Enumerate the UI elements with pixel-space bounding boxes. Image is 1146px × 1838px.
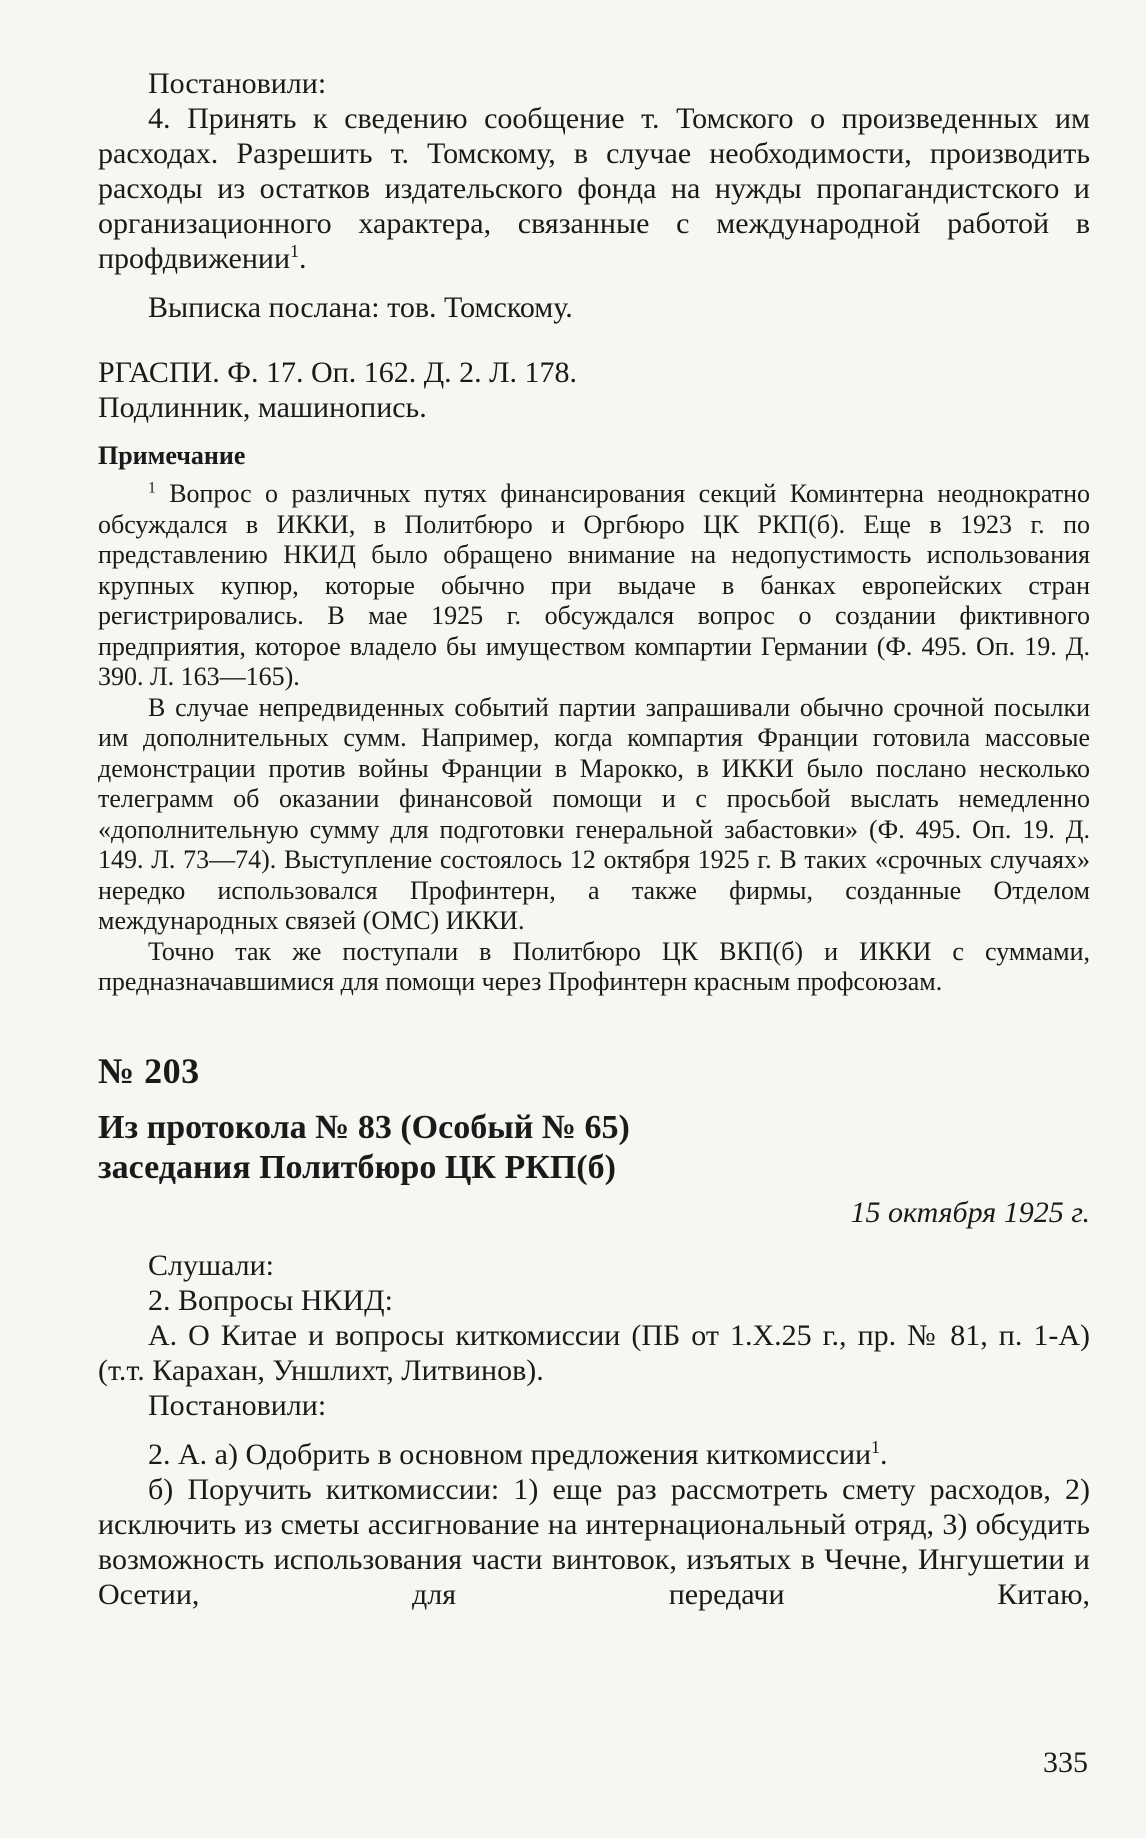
page-number: 335 bbox=[1043, 1746, 1088, 1779]
extract-sent: Выписка послана: тов. Томскому. bbox=[148, 291, 573, 324]
resolution-b: б) Поручить киткомиссии: 1) еще раз рассмотреть смету расходов, 2) исключить из сметы ассигнование на интернациональный отряд, 3) обсудить возможность использования части винтовок, изъятых в Чечне, Ингушетии и Осетии, для передачи Китаю, bbox=[98, 1472, 1090, 1611]
document-title-line-2: заседания Политбюро ЦК РКП(б) bbox=[98, 1148, 616, 1186]
resolved-label-2: Постановили: bbox=[148, 1388, 327, 1422]
archive-ref: РГАСПИ. Ф. 17. Оп. 162. Д. 2. Л. 178. bbox=[98, 356, 578, 389]
note-marker: 1 bbox=[148, 479, 156, 497]
item-4 bbox=[98, 101, 1090, 276]
note-para-1-text: Вопрос о различных путях финансирования секций Коминтерна неоднократно обсуждался в ИККИ, в Политбюро и Оргбюро ЦК РКП(б). Еще в 1923 г. по представлению НКИД было обращено внимание на недопустимость использования крупных купюр, которые обычно при выдаче в банках европейских стран регистрировались. В мае 1925 г. обсуждался вопрос о создании фиктивного предприятия, которое владело бы имуществом компартии Германии (Ф. 495. Оп. 19. Д. 390. Л. 163—165). bbox=[98, 479, 1090, 691]
resolved-label-1: Постановили: bbox=[148, 67, 327, 100]
document-date: 15 октября 1925 г. bbox=[850, 1195, 1090, 1229]
document-number: № 203 bbox=[98, 1050, 200, 1091]
note-para-1 bbox=[98, 479, 1090, 693]
note-heading: Примечание bbox=[98, 441, 246, 470]
page-content bbox=[98, 66, 1090, 1612]
footnote-ref-2: 1 bbox=[871, 1436, 881, 1457]
note-para-2: В случае непредвиденных событий партии запрашивали обычно срочной посылки им дополнительных сумм. Например, когда компартия Франции готовила массовые демонстрации против войны Франции в Марокко, в ИККИ было послано несколько телеграмм об оказании финансовой помощи и с просьбой выслать немедленно «дополнительную сумму для подготовки генеральной забастовки» (Ф. 495. Оп. 19. Д. 149. Л. 73—74). Выступление состоялось 12 октября 1925 г. В таких «срочных случаях» нередко использовался Профинтерн, а также фирмы, созданные Отделом международных связей (ОМС) ИККИ. bbox=[98, 692, 1090, 935]
resolution-a-text: 2. А. а) Одобрить в основном предложения киткомиссии bbox=[148, 1437, 872, 1471]
item-4-end: . bbox=[299, 242, 307, 275]
note-para-3: Точно так же поступали в Политбюро ЦК ВКП(б) и ИККИ с суммами, предназначавшимися для помощи через Профинтерн красным профсоюзам. bbox=[98, 936, 1090, 996]
resolution-a-end: . bbox=[880, 1437, 888, 1471]
item-4-text: 4. Принять к сведению сообщение т. Томского о произведенных им расходах. Разрешить т. Томскому, в случае необходимости, производить расходы из остатков издательского фонда на нужды пропагандистского и организационного характера, связанные с международной работой в профдвижении bbox=[98, 102, 1090, 275]
item-2a: А. О Китае и вопросы киткомиссии (ПБ от 1.X.25 г., пр. № 81, п. 1-А) (т.т. Карахан, Уншлихт, Литвинов). bbox=[98, 1318, 1090, 1387]
resolution-a bbox=[98, 1437, 1090, 1472]
heard-label: Слушали: bbox=[148, 1248, 275, 1282]
document-title-line-1: Из протокола № 83 (Особый № 65) bbox=[98, 1108, 630, 1146]
item-2: 2. Вопросы НКИД: bbox=[148, 1283, 393, 1317]
footnote-ref-1: 1 bbox=[290, 241, 300, 261]
archive-kind: Подлинник, машинопись. bbox=[98, 391, 427, 424]
